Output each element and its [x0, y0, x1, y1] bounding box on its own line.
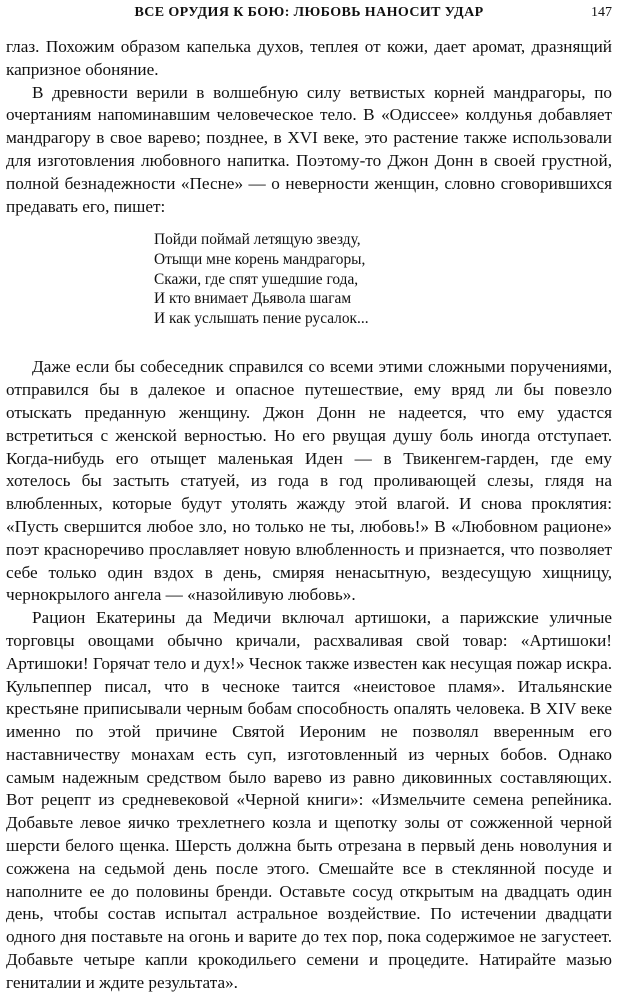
poem-line: И как услышать пение русалок... — [154, 309, 369, 327]
poem-line: Скажи, где спят ушедшие года, — [154, 270, 359, 288]
paragraph-continued: глаз. Похожим образом капелька духов, теплея от кожи, дает аромат, дразнящий капризное обоняние. — [6, 37, 612, 79]
page-header — [6, 3, 612, 25]
page-body — [6, 36, 612, 995]
poem-line: Отыщи мне корень мандрагоры, — [154, 250, 366, 268]
paragraph-medici: Рацион Екатерины да Медичи включал артишоки, а парижские уличные торговцы овощами обычно кричали, расхваливая свой товар: «Артишоки! Артишоки! Горячат тело и дух!» Чеснок также известен как несущая пожар искра. Кульпеппер писал, что в чесноке таится «неистовое пламя». Итальянские крестьяне приписывали черным бобам способность опалять человека. В XIV веке именно по этой причине Святой Иероним не позволял вверенным его наставничеству монахам есть суп, изготовленный из черных бобов. Однако самым надежным средством было варево из равно диковинных составляющих. Вот рецепт из средневековой «Черной книги»: «Измельчите семена репейника. Добавьте левое яичко трехлетнего козла и щепотку золы от сожженной черной шерсти белого щенка. Шерсть должна быть отрезана в первый день новолуния и сожжена на седьмой день после этого. Смешайте все в стеклянной посуде и наполните ее до половины бренди. Оставьте сосуд открытым на двадцать один день, чтобы состав испытал астральное воздействие. По истечении двадцати одного дня поставьте на огонь и варите до тех пор, пока содержимое не загустеет. Добавьте четыре капли крокодильего семени и процедите. Натирайте мазью гениталии и ждите результата». — [6, 608, 612, 992]
paragraph-mandrake: В древности верили в волшебную силу ветвистых корней мандрагоры, по очертаниям напоминавшим человеческое тело. В «Одиссее» колдунья добавляет мандрагору в свое варево; позднее, в XVI веке, это растение также использовали для изготовления любовного напитка. Поэтому-то Джон Донн в своей грустной, полной безнадежности «Песне» — о неверности женщин, словно сговорившихся предавать его, пишет: — [6, 82, 612, 216]
page-number: 147 — [591, 5, 612, 20]
running-head: ВСЕ ОРУДИЯ К БОЮ: ЛЮБОВЬ НАНОСИТ УДАР — [134, 5, 484, 20]
poem-quote — [154, 230, 612, 328]
paragraph-donne: Даже если бы собеседник справился со всеми этими сложными поручениями, отправился бы в далекое и опасное путешествие, ему вряд ли бы повезло отыскать преданную женщину. Джон Донн не надеется, что ему удастся встретиться с женской верностью. Но его рвущая душу боль иногда отступает. Когда-нибудь его отыщет маленькая Иден — в Твикенгем-гарден, где ему хотелось бы застыть статуей, из года в год проливающей слезы, глядя на влюбленных, которые будут утолять жажду этой влагой. И снова проклятия: «Пусть свершится любое зло, но только не ты, любовь!» В «Любовном рационе» поэт красноречиво прославляет новую влюбленность и признается, что позволяет себе только один вздох в день, смиряя ненасытную, вездесущую хищницу, чернокрылого ангела — «назойливую любовь». — [6, 357, 612, 605]
poem-line: И кто внимает Дьявола шагам — [154, 290, 352, 308]
poem-line: Пойди поймай летящую звезду, — [154, 231, 361, 249]
